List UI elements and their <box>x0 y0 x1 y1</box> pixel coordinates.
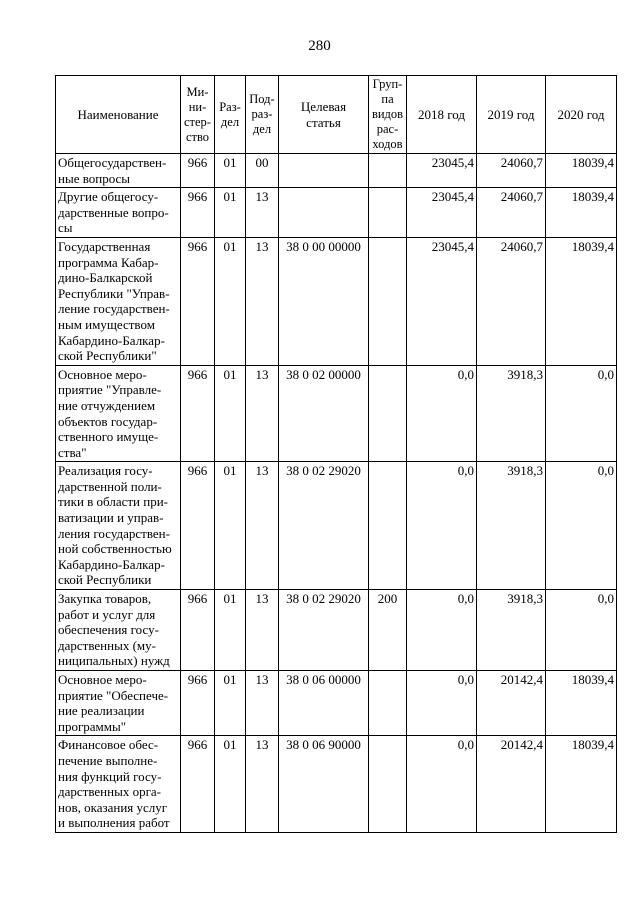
row-expense-group <box>369 154 407 188</box>
row-ministry: 966 <box>181 671 215 736</box>
row-target-article: 38 0 00 00000 <box>279 237 369 365</box>
row-subsection: 13 <box>246 590 279 671</box>
table-row <box>56 462 617 590</box>
row-value-2019: 3918,3 <box>477 462 546 590</box>
header-section: Раз- дел <box>215 76 246 154</box>
row-expense-group <box>369 237 407 365</box>
row-section: 01 <box>215 590 246 671</box>
row-value-2019: 24060,7 <box>477 188 546 238</box>
header-year-2019: 2019 год <box>477 76 546 154</box>
page-number: 280 <box>308 38 331 54</box>
row-target-article: 38 0 02 29020 <box>279 590 369 671</box>
row-value-2019: 3918,3 <box>477 590 546 671</box>
row-expense-group <box>369 736 407 833</box>
row-value-2020: 18039,4 <box>546 154 617 188</box>
header-name: Наименование <box>56 76 181 154</box>
row-expense-group <box>369 671 407 736</box>
row-value-2018: 0,0 <box>407 736 477 833</box>
row-subsection: 13 <box>246 365 279 462</box>
row-ministry: 966 <box>181 590 215 671</box>
row-subsection: 13 <box>246 188 279 238</box>
table-row <box>56 671 617 736</box>
row-value-2020: 18039,4 <box>546 188 617 238</box>
header-year-2018: 2018 год <box>407 76 477 154</box>
row-value-2020: 0,0 <box>546 590 617 671</box>
row-value-2018: 0,0 <box>407 365 477 462</box>
row-ministry: 966 <box>181 154 215 188</box>
header-year-2020: 2020 год <box>546 76 617 154</box>
table-header-row <box>56 76 617 154</box>
row-name: Основное меро- приятие "Обеспече- ние реализации программы" <box>56 671 181 736</box>
row-value-2019: 3918,3 <box>477 365 546 462</box>
header-expense-group: Груп- па видов рас- ходов <box>369 76 407 154</box>
row-section: 01 <box>215 462 246 590</box>
row-value-2019: 24060,7 <box>477 237 546 365</box>
header-subsection: Под- раз- дел <box>246 76 279 154</box>
row-value-2018: 0,0 <box>407 462 477 590</box>
table-body <box>56 154 617 833</box>
row-ministry: 966 <box>181 365 215 462</box>
row-section: 01 <box>215 671 246 736</box>
table-row <box>56 237 617 365</box>
row-target-article <box>279 154 369 188</box>
row-section: 01 <box>215 188 246 238</box>
row-name: Общегосударствен- ные вопросы <box>56 154 181 188</box>
row-value-2018: 0,0 <box>407 590 477 671</box>
row-ministry: 966 <box>181 188 215 238</box>
table-row <box>56 188 617 238</box>
row-value-2019: 20142,4 <box>477 671 546 736</box>
row-value-2020: 0,0 <box>546 365 617 462</box>
row-expense-group <box>369 188 407 238</box>
budget-table <box>55 75 617 833</box>
header-target-article: Целевая статья <box>279 76 369 154</box>
row-name: Государственная программа Кабар- дино-Балкарской Республики "Управ- ление государствен- ным имуществом Кабардино-Балкар- ской Республики" <box>56 237 181 365</box>
row-subsection: 13 <box>246 736 279 833</box>
header-ministry: Ми- ни- стер- ство <box>181 76 215 154</box>
row-name: Основное меро- приятие "Управле- ние отчуждением объектов государ- ственного имуще- ства" <box>56 365 181 462</box>
row-value-2020: 18039,4 <box>546 671 617 736</box>
row-section: 01 <box>215 154 246 188</box>
row-subsection: 13 <box>246 462 279 590</box>
row-value-2020: 0,0 <box>546 462 617 590</box>
row-subsection: 00 <box>246 154 279 188</box>
row-expense-group <box>369 365 407 462</box>
table-row <box>56 365 617 462</box>
row-name: Финансовое обес- печение выполне- ния функций госу- дарственных орга- нов, оказания услуг и выполнения работ <box>56 736 181 833</box>
row-name: Другие общегосу- дарственные вопро- сы <box>56 188 181 238</box>
row-section: 01 <box>215 736 246 833</box>
row-value-2020: 18039,4 <box>546 237 617 365</box>
row-section: 01 <box>215 237 246 365</box>
row-ministry: 966 <box>181 462 215 590</box>
table-row <box>56 590 617 671</box>
row-value-2018: 23045,4 <box>407 188 477 238</box>
row-expense-group: 200 <box>369 590 407 671</box>
table-row <box>56 736 617 833</box>
row-target-article: 38 0 02 00000 <box>279 365 369 462</box>
row-target-article: 38 0 02 29020 <box>279 462 369 590</box>
row-ministry: 966 <box>181 237 215 365</box>
row-value-2019: 24060,7 <box>477 154 546 188</box>
row-ministry: 966 <box>181 736 215 833</box>
row-target-article: 38 0 06 00000 <box>279 671 369 736</box>
row-target-article <box>279 188 369 238</box>
row-value-2018: 0,0 <box>407 671 477 736</box>
row-value-2018: 23045,4 <box>407 154 477 188</box>
row-value-2020: 18039,4 <box>546 736 617 833</box>
row-name: Закупка товаров, работ и услуг для обеспечения госу- дарственных (му- ниципальных) нужд <box>56 590 181 671</box>
row-subsection: 13 <box>246 237 279 365</box>
row-expense-group <box>369 462 407 590</box>
row-subsection: 13 <box>246 671 279 736</box>
row-target-article: 38 0 06 90000 <box>279 736 369 833</box>
row-value-2018: 23045,4 <box>407 237 477 365</box>
row-section: 01 <box>215 365 246 462</box>
table-row <box>56 154 617 188</box>
row-name: Реализация госу- дарственной поли- тики в области при- ватизации и управ- ления государствен- ной собственностью Кабардино-Балкар- ской Республики <box>56 462 181 590</box>
row-value-2019: 20142,4 <box>477 736 546 833</box>
